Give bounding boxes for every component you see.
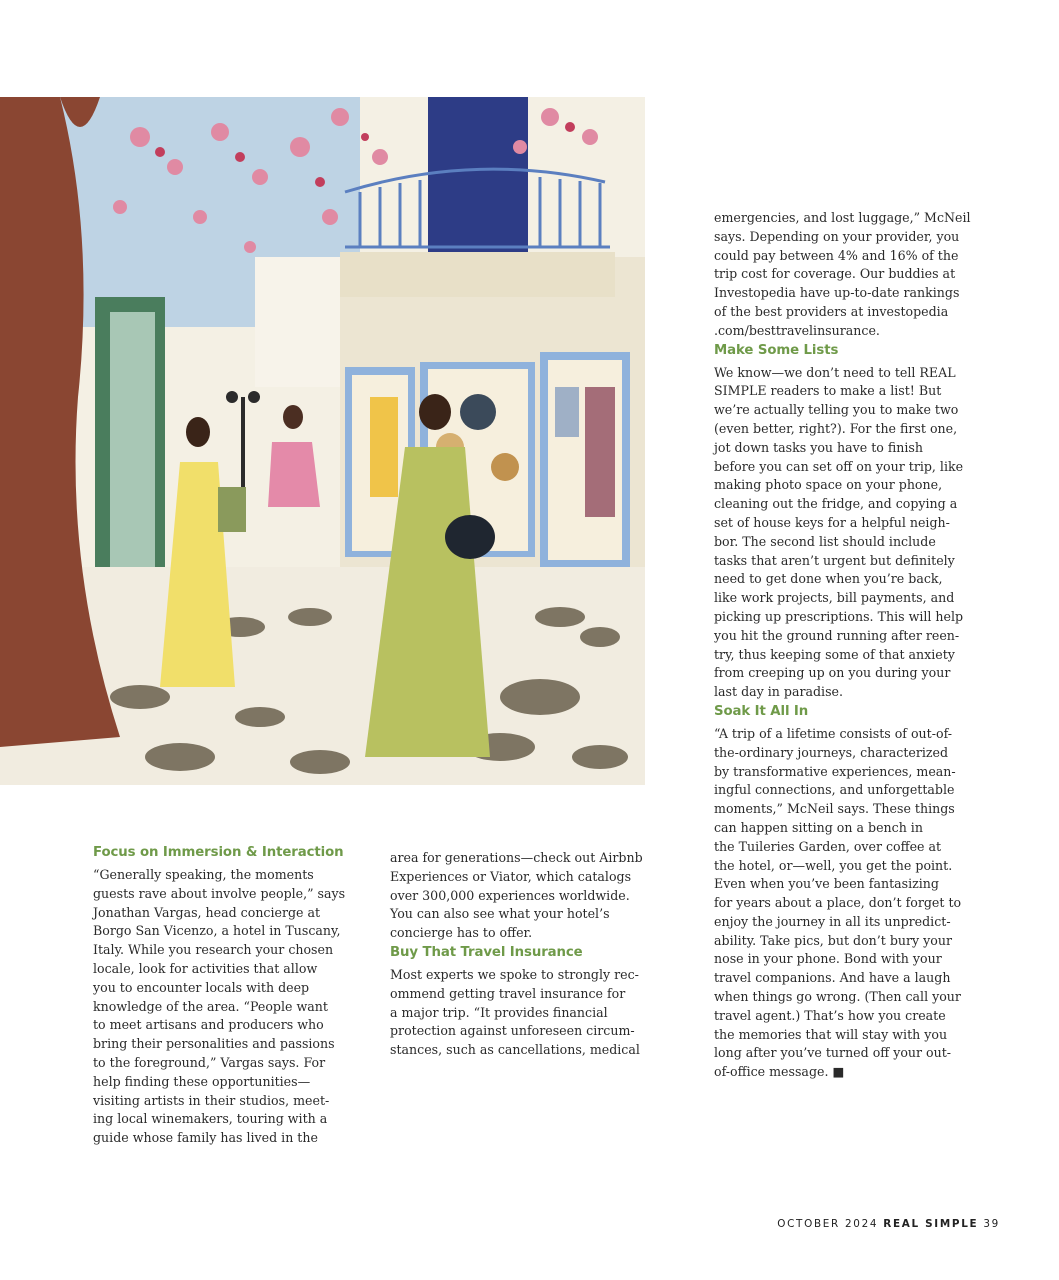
text-line: when things go wrong. (Then call your (714, 989, 961, 1005)
text-line: trip cost for coverage. Our buddies at (714, 266, 956, 282)
text-line: jot down tasks you have to finish (714, 439, 923, 455)
text-line: over 300,000 experiences worldwide. (390, 887, 630, 903)
text-line: Jonathan Vargas, head concierge at (93, 904, 321, 920)
page-number: 39 (983, 1218, 1000, 1230)
text-line: you to encounter locals with deep (93, 979, 310, 995)
text-line: moments,” McNeil says. These things (714, 801, 955, 817)
text-line: the hotel, or—well, you get the point. (714, 857, 953, 873)
text-line: Investopedia have up-to-date rankings (714, 285, 960, 301)
issue-date: OCTOBER 2024 (777, 1218, 879, 1230)
street-illustration (0, 97, 645, 785)
text-line: to the foreground,” Vargas says. For (93, 1054, 326, 1070)
text-line: emergencies, and lost luggage,” McNeil (714, 210, 971, 225)
mediterranean-street-illustration-icon (0, 97, 645, 785)
make-lists-body (714, 364, 978, 702)
text-line: bor. The second list should include (714, 533, 936, 549)
text-line: (even better, right?). For the first one, (714, 420, 958, 436)
text-line: long after you’ve turned off your out- (714, 1045, 952, 1061)
text-line: “Generally speaking, the moments (93, 867, 314, 882)
text-line: Borgo San Vicenzo, a hotel in Tuscany, (93, 923, 341, 939)
text-line: ingful connections, and unforgettable (714, 782, 955, 798)
text-line: knowledge of the area. “People want (93, 998, 328, 1014)
text-line: SIMPLE readers to make a list! But (714, 383, 942, 399)
text-line: ommend getting travel insurance for (390, 985, 626, 1001)
text-line: guide whose family has lived in the (93, 1130, 318, 1146)
text-line: set of house keys for a helpful neigh- (714, 514, 950, 530)
text-line: Experiences or Viator, which catalogs (390, 868, 632, 884)
text-line: “A trip of a lifetime consists of out-of- (714, 725, 953, 741)
text-line: area for generations—check out Airbnb (390, 850, 643, 865)
heading-make-lists: Make Some Lists (714, 342, 839, 358)
text-line: the Tuileries Garden, over coffee at (714, 838, 942, 854)
text-line: a major trip. “It provides financial (390, 1004, 608, 1020)
text-line: Most experts we spoke to strongly rec- (390, 966, 639, 982)
text-line: travel agent.) That’s how you create (714, 1007, 946, 1023)
magazine-brand: REAL SIMPLE (883, 1218, 979, 1230)
text-line: help finding these opportunities— (93, 1073, 311, 1089)
text-line: we’re actually telling you to make two (714, 402, 959, 418)
text-line: ability. Take pics, but don’t bury your (714, 932, 952, 948)
travel-insurance-body (390, 966, 652, 1060)
text-line: travel companions. And have a laugh (714, 970, 951, 986)
text-line: last day in paradise. (714, 684, 843, 700)
text-line: You can also see what your hotel’s (390, 906, 610, 922)
text-line: try, thus keeping some of that anxiety (714, 646, 955, 662)
text-line: of-office message. ■ (714, 1064, 845, 1080)
text-line: stances, such as cancellations, medical (390, 1042, 640, 1058)
text-line: making photo space on your phone, (714, 477, 943, 493)
text-line: for years about a place, don’t forget to (714, 895, 962, 911)
text-line: could pay between 4% and 16% of the (714, 247, 959, 263)
text-line: of the best providers at investopedia (714, 303, 949, 319)
heading-travel-insurance: Buy That Travel Insurance (390, 944, 583, 960)
travel-insurance-body-continued (714, 209, 978, 341)
text-line: to meet artisans and producers who (93, 1017, 324, 1033)
text-line: like work projects, bill payments, and (714, 590, 955, 606)
text-line: by transformative experiences, mean- (714, 763, 956, 779)
immersion-body (93, 866, 355, 1148)
page-footer (777, 1218, 1000, 1230)
text-line: protection against unforeseen circum- (390, 1023, 635, 1039)
text-line: the memories that will stay with you (714, 1026, 948, 1042)
text-line: Italy. While you research your chosen (93, 942, 334, 958)
text-line: We know—we don’t need to tell REAL (714, 364, 956, 380)
soak-it-in-body (714, 725, 978, 1082)
text-line: says. Depending on your provider, you (714, 228, 960, 244)
text-line: can happen sitting on a bench in (714, 819, 923, 835)
heading-soak-it-in: Soak It All In (714, 703, 809, 719)
text-line: the-ordinary journeys, characterized (714, 744, 949, 760)
text-line: cleaning out the fridge, and copying a (714, 496, 958, 512)
text-line: ing local winemakers, touring with a (93, 1111, 328, 1127)
heading-immersion: Focus on Immersion & Interaction (93, 845, 344, 860)
text-line: locale, look for activities that allow (93, 960, 318, 976)
text-line: tasks that aren’t urgent but definitely (714, 552, 955, 568)
column-2 (390, 849, 652, 1060)
text-line: need to get done when you’re back, (714, 571, 943, 587)
immersion-body-continued (390, 849, 652, 943)
text-line: visiting artists in their studios, meet- (93, 1092, 330, 1108)
text-line: you hit the ground running after reen- (714, 627, 960, 643)
column-3 (714, 209, 978, 1082)
text-line: from creeping up on you during your (714, 665, 951, 681)
text-line: bring their personalities and passions (93, 1036, 335, 1052)
text-line: concierge has to offer. (390, 925, 533, 941)
column-1 (93, 843, 355, 1148)
text-line: .com/besttravelinsurance. (714, 322, 880, 338)
text-line: guests rave about involve people,” says (93, 885, 346, 901)
text-line: Even when you’ve been fantasizing (714, 876, 939, 892)
text-line: before you can set off on your trip, like (714, 458, 964, 474)
text-line: picking up prescriptions. This will help (714, 608, 964, 624)
text-line: nose in your phone. Bond with your (714, 951, 942, 967)
text-line: enjoy the journey in all its unpredict- (714, 913, 951, 929)
